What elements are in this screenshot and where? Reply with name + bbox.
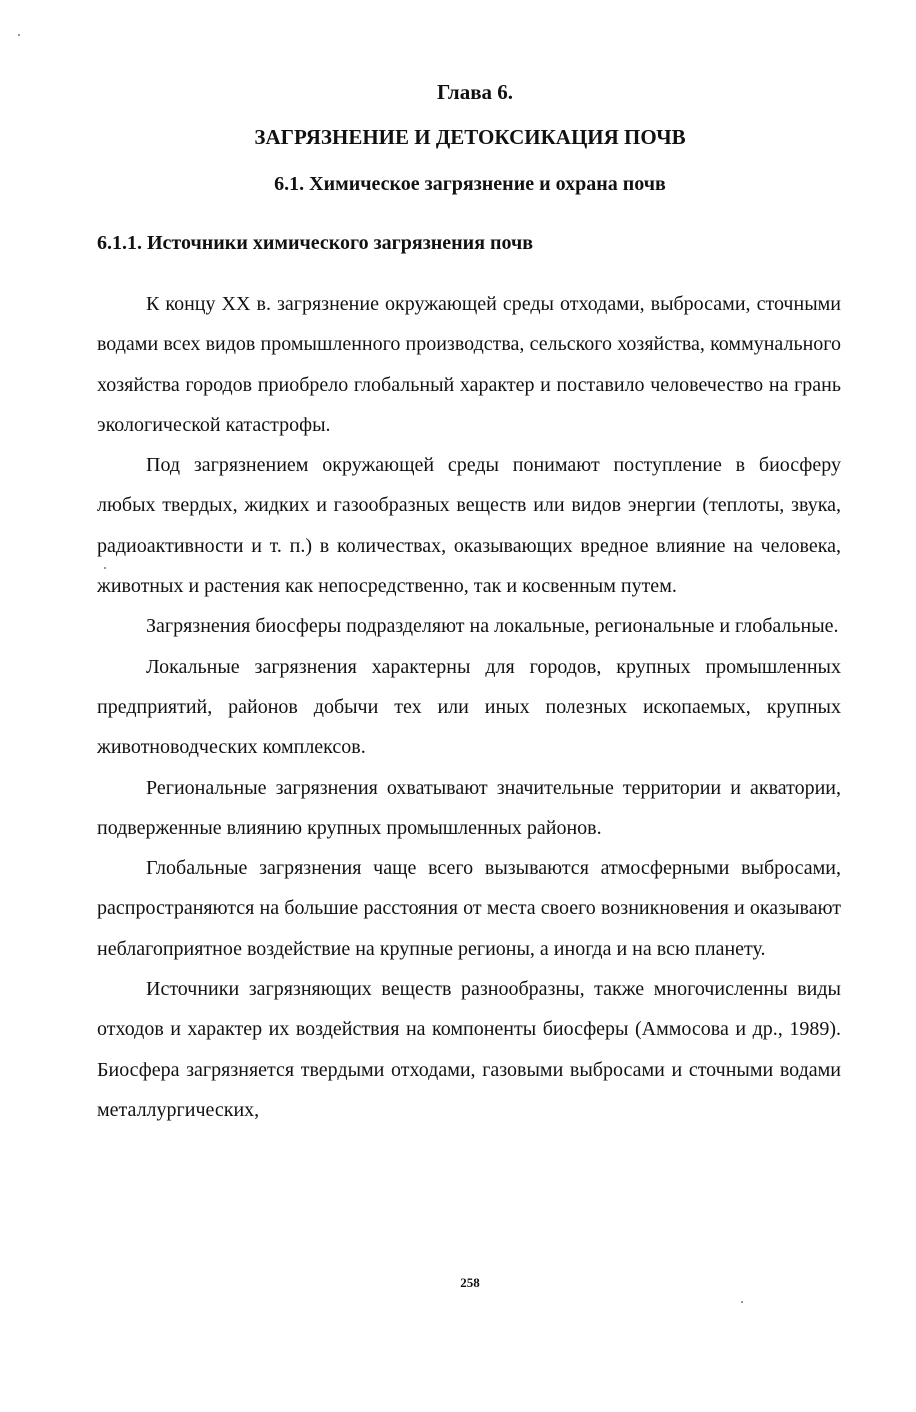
scan-speck [104,567,106,569]
subsection-title: 6.1.1. Источники химического загрязнения почв [97,232,534,254]
paragraph: Глобальные загрязнения чаще всего вызываются атмосферными выбросами, распространяются на большие расстояния от места своего возникновения и оказывают неблагоприятное воздействие на крупные регионы, а иногда и на всю планету. [97,857,841,960]
paragraph: Под загрязнением окружающей среды понимают поступление в биосферу любых твердых, жидких и газообразных веществ или видов энергии (теплоты, звука, радиоактивности и т. п.) в количествах, оказывающих вредное влияние на человека, животных и растения как непосредственно, так и косвенным путем. [97,454,841,598]
chapter-label: Глава 6. [436,80,514,104]
paragraph: Загрязнения биосферы подразделяют на локальные, региональные и глобальные. [146,615,839,638]
chapter-title: ЗАГРЯЗНЕНИЕ И ДЕТОКСИКАЦИЯ ПОЧВ [254,125,686,149]
scan-speck [18,34,20,36]
scan-speck [741,1301,743,1303]
paragraph: Источники загрязняющих веществ разнообразны, также многочисленны виды отходов и характер их воздействия на компоненты биосферы (Аммосова и др., 1989). Биосфера загрязняется твердыми отходами, газовыми выбросами и сточными водами металлургических, [97,978,841,1121]
section-title: 6.1. Химическое загрязнение и охрана почв [274,173,666,195]
body-text [97,284,841,1130]
paragraph: Региональные загрязнения охватывают значительные территории и акватории, подверженные влиянию крупных промышленных районов. [97,776,841,839]
paragraph: Локальные загрязнения характерны для городов, крупных промышленных предприятий, районов добычи тех или иных полезных ископаемых, крупных животноводческих комплексов. [97,655,841,759]
paragraph: К концу XX в. загрязнение окружающей среды отходами, выбросами, сточными водами всех видов промышленного производства, сельского хозяйства, коммунального хозяйства городов приобрело глобальный характер и поставило человечество на грань экологической катастрофы. [97,293,841,436]
page-number: 258 [460,1275,480,1290]
